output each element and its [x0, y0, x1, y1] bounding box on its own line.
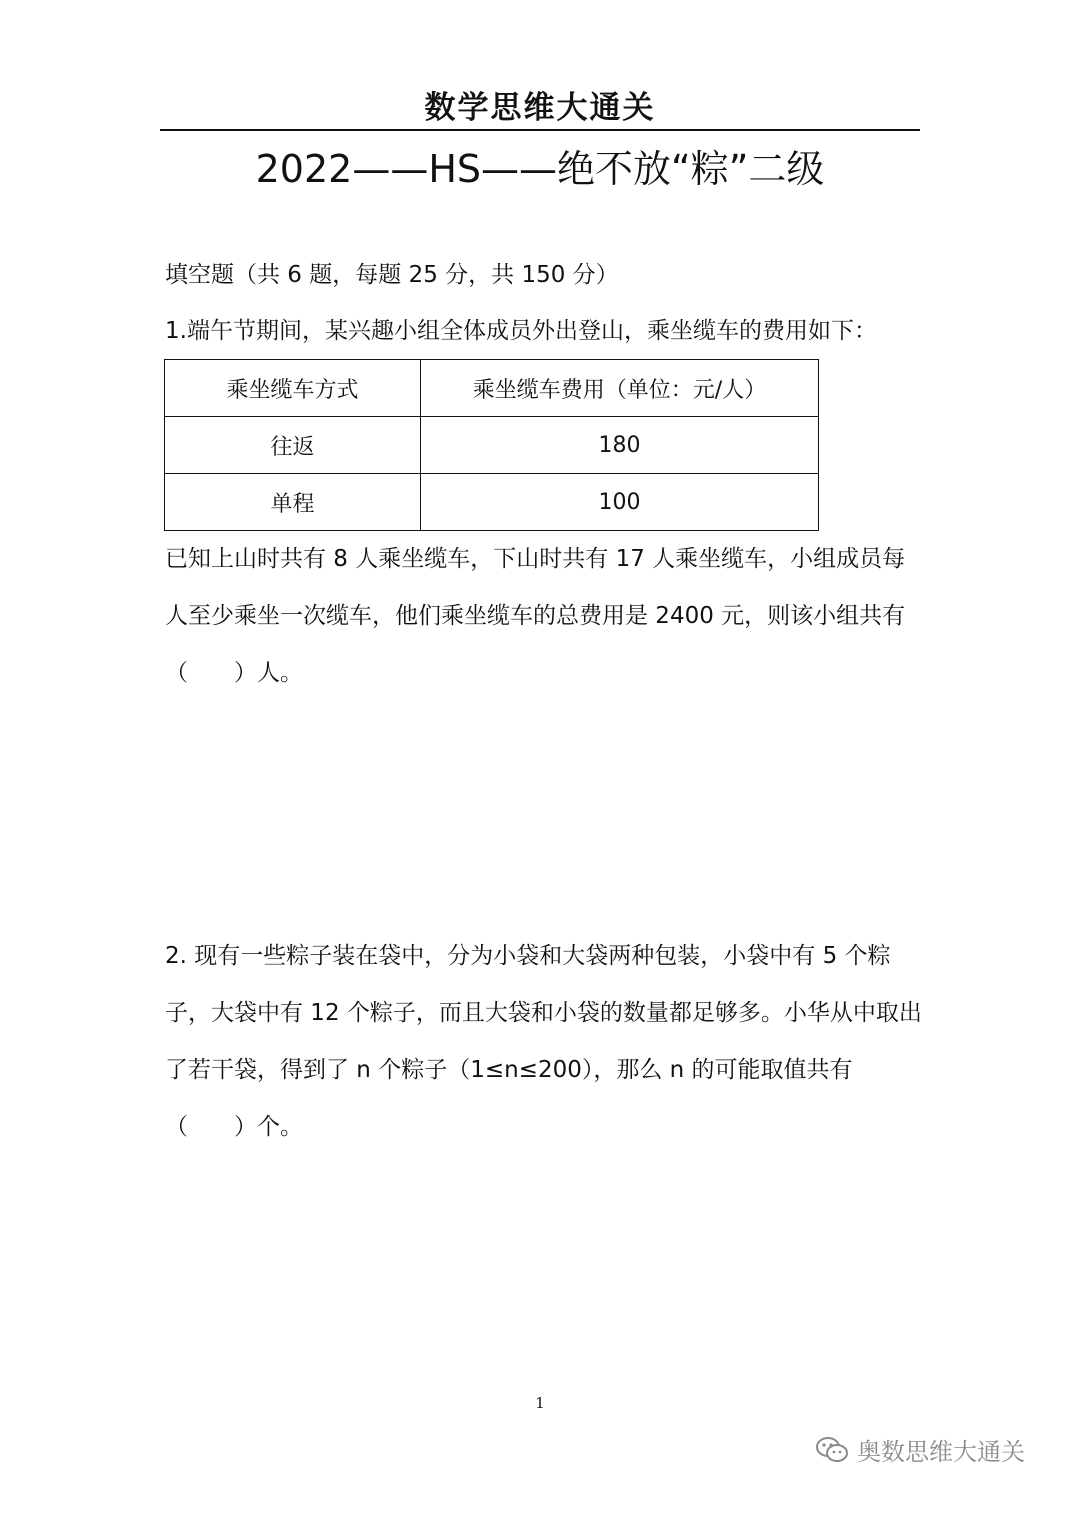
fare-table — [164, 359, 819, 531]
table-header-cell: 乘坐缆车方式 — [165, 360, 421, 417]
table-header-row — [165, 360, 819, 417]
document-title: 2022——HS——绝不放“粽”二级 — [255, 147, 825, 191]
watermark — [815, 1432, 1025, 1467]
header-title: 数学思维大通关 — [424, 90, 656, 126]
table-row — [165, 417, 819, 474]
table-cell: 往返 — [165, 417, 421, 474]
wechat-icon — [815, 1435, 849, 1465]
question1-intro: 1.端午节期间，某兴趣小组全体成员外出登山，乘坐缆车的费用如下： — [165, 318, 877, 344]
table-cell: 单程 — [165, 474, 421, 531]
table-header-cell: 乘坐缆车费用（单位：元/人） — [421, 360, 819, 417]
table-cell: 180 — [421, 417, 819, 474]
header-rule — [160, 129, 920, 131]
page-number: 1 — [535, 1394, 545, 1412]
table-cell: 100 — [421, 474, 819, 531]
question2-text: 2. 现有一些粽子装在袋中，分为小袋和大袋两种包装，小袋中有 5 个粽子，大袋中有 12 个粽子，而且大袋和小袋的数量都足够多。小华从中取出了若干袋，得到了 n 个粽子（1≤n≤200），那么 n 的可能取值共有（ ）个。 — [165, 943, 922, 1140]
watermark-text: 奥数思维大通关 — [857, 1438, 1025, 1466]
section-heading: 填空题（共 6 题，每题 25 分，共 150 分） — [165, 262, 619, 288]
table-row — [165, 474, 819, 531]
question1-body: 已知上山时共有 8 人乘坐缆车，下山时共有 17 人乘坐缆车，小组成员每人至少乘坐一次缆车，他们乘坐缆车的总费用是 2400 元，则该小组共有（ ）人。 — [165, 546, 906, 686]
